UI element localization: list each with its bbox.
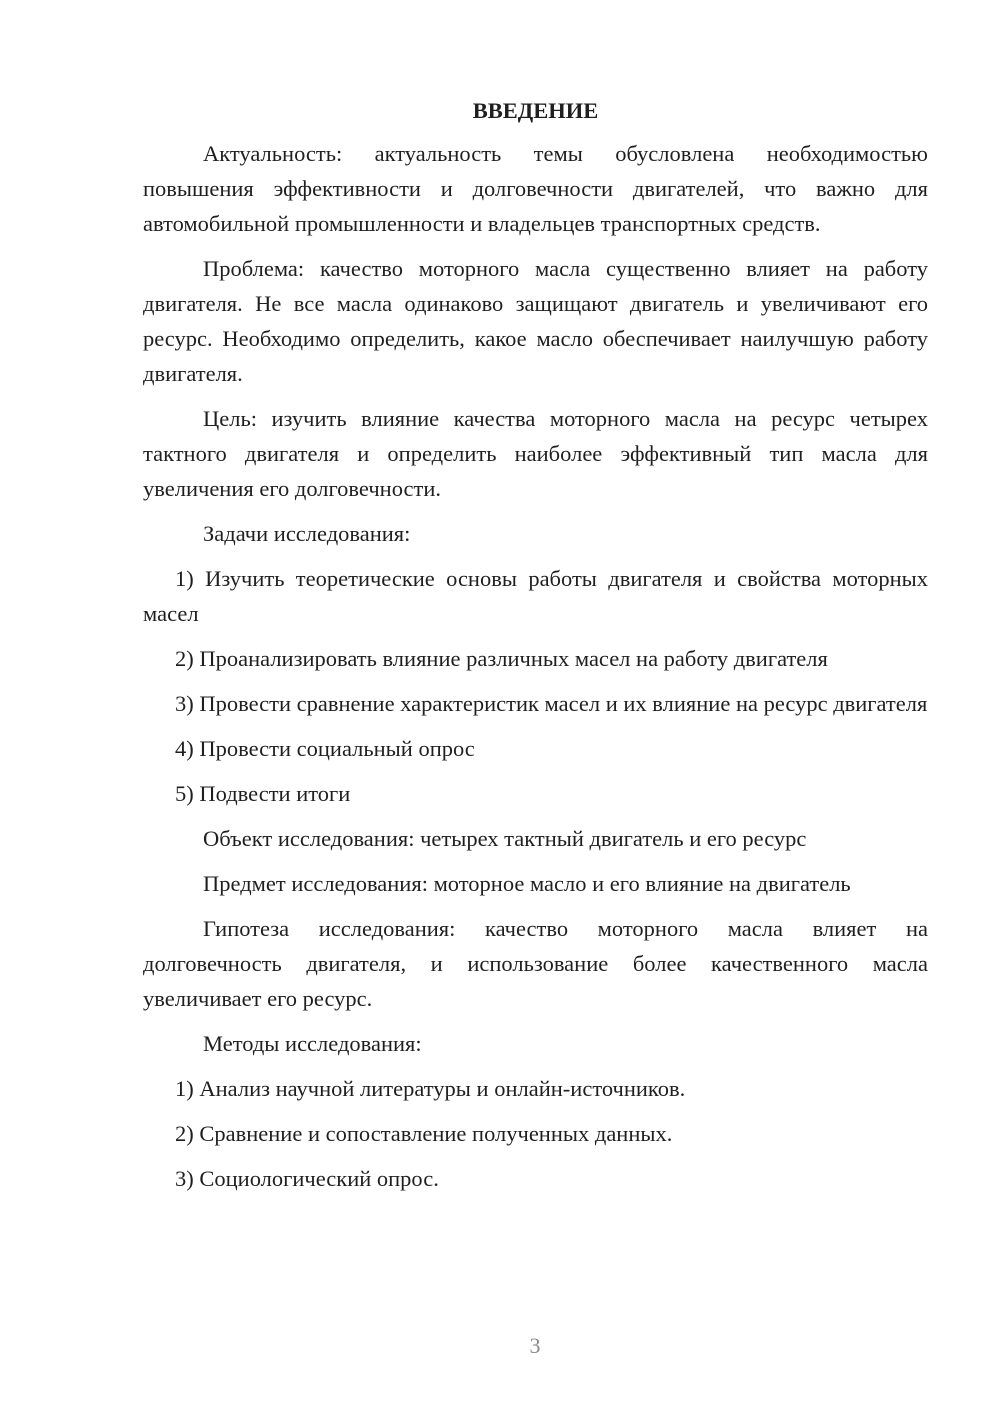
list-item: 4) Провести социальный опрос (175, 736, 475, 761)
relevance-paragraph: Актуальность: актуальность темы обусловлена необходимостью повышения эффективности и долговечности двигателей, что важно для автомобильной промышленности и владельцев транспортных средств. (143, 141, 928, 236)
tasks-heading: Задачи исследования: (203, 521, 411, 546)
page-number: 3 (529, 1333, 541, 1358)
problem-paragraph: Проблема: качество моторного масла существенно влияет на работу двигателя. Не все масла одинаково защищают двигатель и увеличивают его ресурс. Необходимо определить, какое масло обеспечивает наилучшую работу двигателя. (143, 256, 928, 386)
list-item: 3) Социологический опрос. (175, 1166, 439, 1191)
list-item: 2) Сравнение и сопоставление полученных данных. (175, 1121, 673, 1146)
list-item: 1) Изучить теоретические основы работы двигателя и свойства моторных масел (143, 566, 928, 626)
list-item: 1) Анализ научной литературы и онлайн-источников. (175, 1076, 686, 1101)
list-item: 2) Проанализировать влияние различных масел на работу двигателя (175, 646, 828, 671)
tasks-list (143, 561, 928, 811)
page-title: ВВЕДЕНИЕ (472, 98, 599, 123)
subject-paragraph: Предмет исследования: моторное масло и его влияние на двигатель (203, 871, 851, 896)
object-paragraph: Объект исследования: четырех тактный двигатель и его ресурс (203, 826, 807, 851)
methods-heading: Методы исследования: (203, 1031, 422, 1056)
hypothesis-paragraph: Гипотеза исследования: качество моторного масла влияет на долговечность двигателя, и использование более качественного масла увеличивает его ресурс. (143, 916, 928, 1011)
goal-paragraph: Цель: изучить влияние качества моторного масла на ресурс четырех тактного двигателя и определить наиболее эффективный тип масла для увеличения его долговечности. (143, 406, 928, 501)
list-item: 3) Провести сравнение характеристик масел и их влияние на ресурс двигателя (175, 691, 928, 716)
document-body (143, 96, 928, 1206)
list-item: 5) Подвести итоги (175, 781, 351, 806)
methods-list (143, 1071, 928, 1196)
